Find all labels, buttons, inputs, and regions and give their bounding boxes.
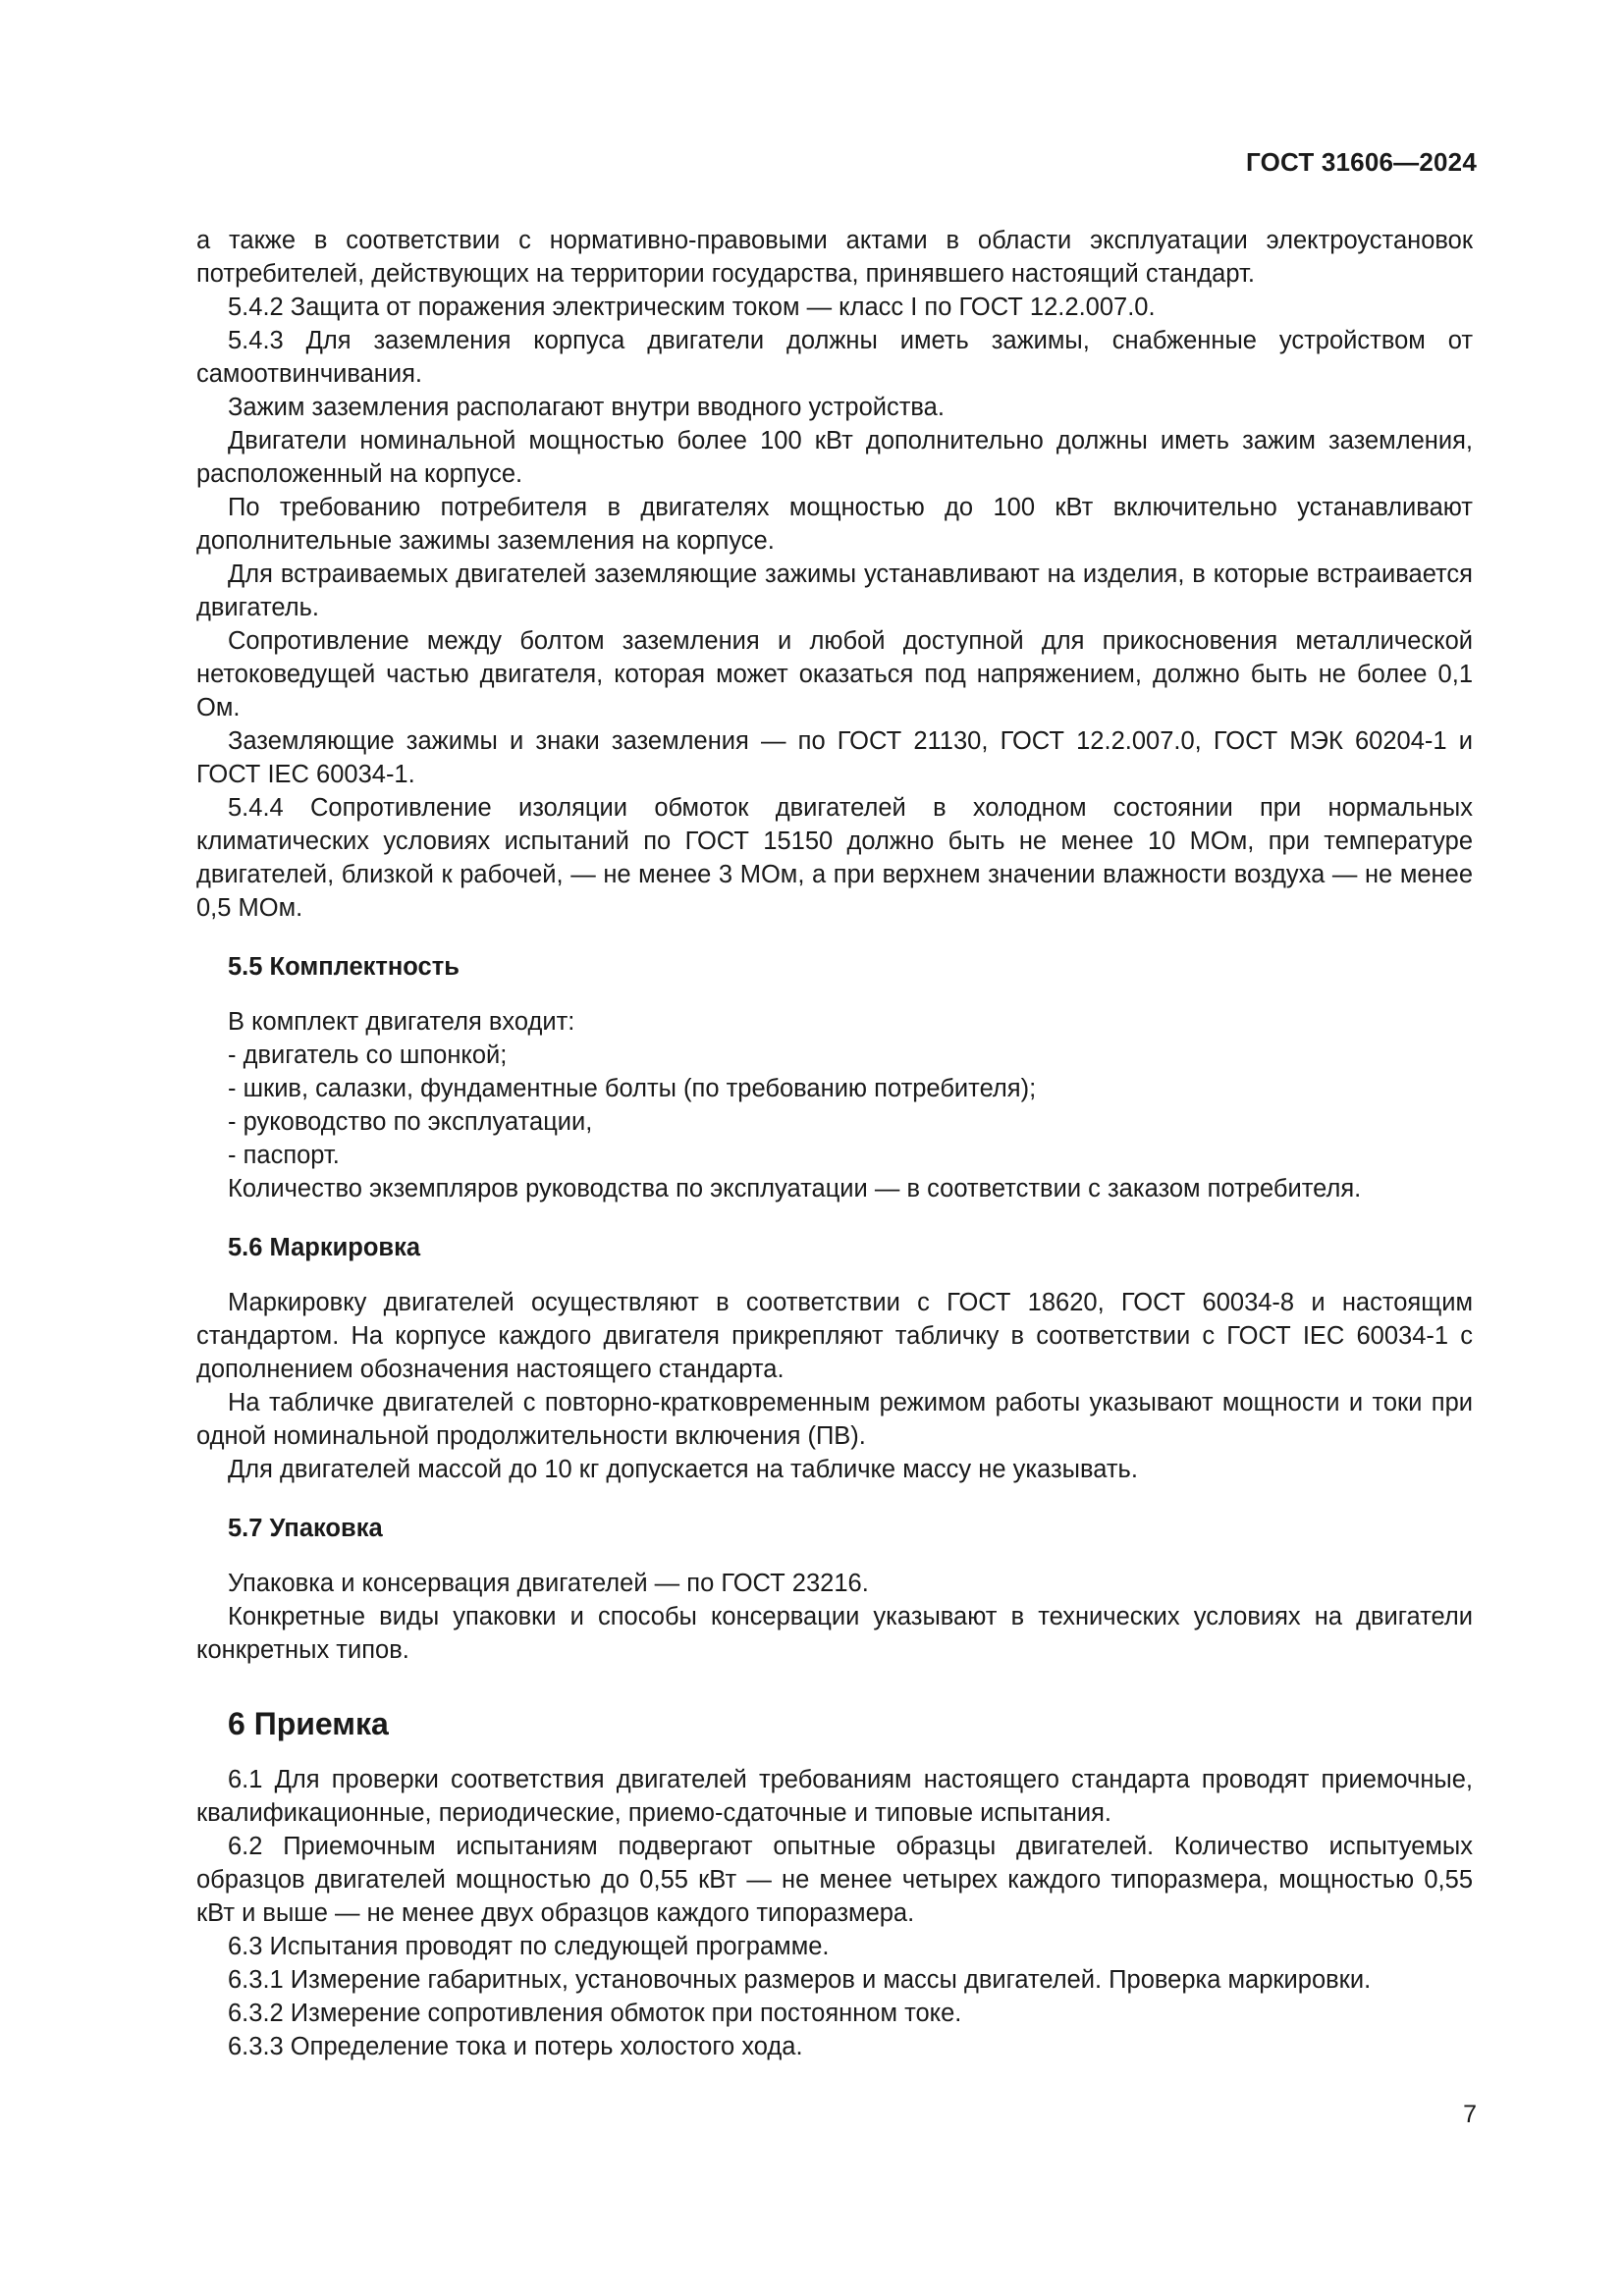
- section-heading-5-7: 5.7 Упаковка: [228, 1515, 383, 1542]
- paragraph-clamp-inside: Зажим заземления располагают внутри вводного устройства.: [228, 394, 945, 421]
- paragraph-packaging-2: Конкретные виды упаковки и способы консервации указывают в технических условиях на двигатели конкретных типов.: [196, 1603, 1473, 1664]
- paragraph-packaging-1: Упаковка и консервация двигателей — по ГОСТ 23216.: [228, 1570, 869, 1597]
- document-designation: ГОСТ 31606—2024: [1246, 147, 1477, 177]
- chapter-heading-6: 6 Приемка: [228, 1706, 389, 1741]
- paragraph-6-3-3: 6.3.3 Определение тока и потерь холостого хода.: [228, 2033, 803, 2060]
- section-heading-5-5: 5.5 Комплектность: [228, 953, 460, 981]
- paragraph-ground-signs: Заземляющие зажимы и знаки заземления — по ГОСТ 21130, ГОСТ 12.2.007.0, ГОСТ МЭК 60204-1 и ГОСТ IEC 60034-1.: [196, 727, 1473, 788]
- list-item: - шкив, салазки, фундаментные болты (по требованию потребителя);: [228, 1075, 1037, 1102]
- paragraph-ground-resistance: Сопротивление между болтом заземления и любой доступной для прикосновения металлической нетоковедущей частью двигателя, которая может оказаться под напряжением, должно быть не более 0,1 Ом.: [196, 627, 1473, 721]
- page-content: [196, 224, 1473, 2063]
- page-number: 7: [1463, 2101, 1477, 2128]
- paragraph-upto-100kw: По требованию потребителя в двигателях мощностью до 100 кВт включительно устанавливают дополнительные зажимы заземления на корпусе.: [196, 494, 1473, 555]
- paragraph-6-1: 6.1 Для проверки соответствия двигателей требованиям настоящего стандарта проводят приемочные, квалификационные, периодические, приемо-сдаточные и типовые испытания.: [196, 1766, 1473, 1827]
- paragraph-5-4-2: 5.4.2 Защита от поражения электрическим током — класс I по ГОСТ 12.2.007.0.: [228, 294, 1156, 321]
- paragraph-over-100kw: Двигатели номинальной мощностью более 100 кВт дополнительно должны иметь зажим заземления, расположенный на корпусе.: [196, 427, 1473, 488]
- section-heading-5-6: 5.6 Маркировка: [228, 1234, 421, 1261]
- paragraph-6-3-2: 6.3.2 Измерение сопротивления обмоток при постоянном токе.: [228, 2000, 962, 2027]
- list-item: - двигатель со шпонкой;: [228, 1041, 508, 1069]
- list-item: - паспорт.: [228, 1142, 340, 1169]
- paragraph-marking-3: Для двигателей массой до 10 кг допускается на табличке массу не указывать.: [228, 1456, 1138, 1483]
- paragraph-5-4-4: 5.4.4 Сопротивление изоляции обмоток двигателей в холодном состоянии при нормальных климатических условиях испытаний по ГОСТ 15150 должно быть не менее 10 МОм, при температуре двигателей, близкой к рабочей, — не менее 3 МОм, а при верхнем значении влажности воздуха — не менее 0,5 МОм.: [196, 794, 1473, 922]
- paragraph-6-2: 6.2 Приемочным испытаниям подвергают опытные образцы двигателей. Количество испытуемых образцов двигателей мощностью до 0,55 кВт — не менее четырех каждого типоразмера, мощностью 0,55 кВт и выше — не менее двух образцов каждого типоразмера.: [196, 1833, 1473, 1927]
- paragraph-kit-intro: В комплект двигателя входит:: [228, 1008, 575, 1036]
- paragraph-5-4-3: 5.4.3 Для заземления корпуса двигатели должны иметь зажимы, снабженные устройством от самоотвинчивания.: [196, 327, 1473, 388]
- paragraph-6-3: 6.3 Испытания проводят по следующей программе.: [228, 1933, 830, 1960]
- paragraph-6-3-1: 6.3.1 Измерение габаритных, установочных размеров и массы двигателей. Проверка маркировки.: [228, 1966, 1372, 1994]
- paragraph-marking-2: На табличке двигателей с повторно-кратковременным режимом работы указывают мощности и токи при одной номинальной продолжительности включения (ПВ).: [196, 1389, 1473, 1450]
- paragraph-continuation: а также в соответствии с нормативно-правовыми актами в области эксплуатации электроустановок потребителей, действующих на территории государства, принявшего настоящий стандарт.: [196, 227, 1473, 288]
- paragraph-marking-1: Маркировку двигателей осуществляют в соответствии с ГОСТ 18620, ГОСТ 60034-8 и настоящим стандартом. На корпусе каждого двигателя прикрепляют табличку в соответствии с ГОСТ IEC 60034-1 с дополнением обозначения настоящего стандарта.: [196, 1289, 1473, 1383]
- list-item: - руководство по эксплуатации,: [228, 1108, 593, 1136]
- paragraph-kit-outro: Количество экземпляров руководства по эксплуатации — в соответствии с заказом потребителя.: [228, 1175, 1362, 1202]
- paragraph-builtin-motors: Для встраиваемых двигателей заземляющие зажимы устанавливают на изделия, в которые встраивается двигатель.: [196, 561, 1473, 621]
